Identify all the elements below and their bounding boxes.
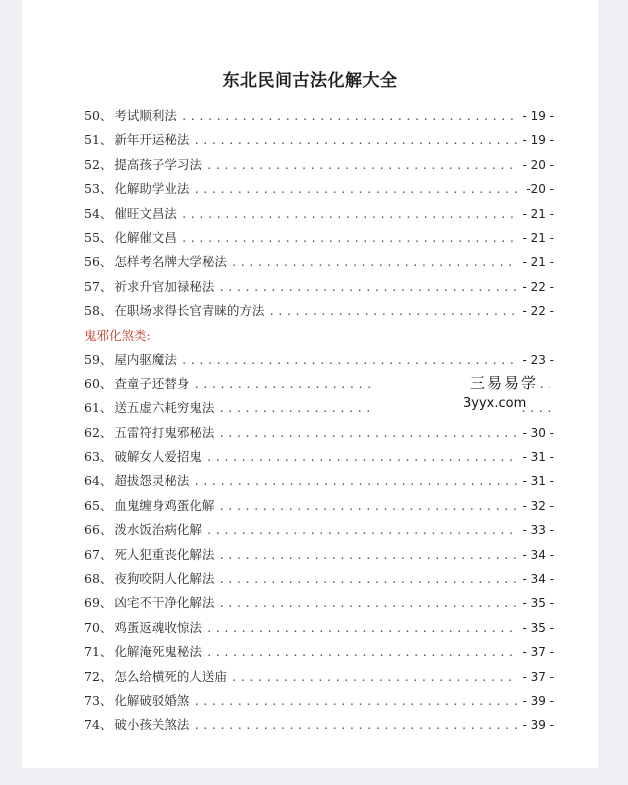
toc-entry-page: - 34 -: [522, 572, 554, 587]
toc-entry-page: - 23 -: [522, 352, 554, 367]
toc-entry-title: 血鬼缠身鸡蛋化解: [114, 497, 215, 513]
toc-entry-title: 怎样考名牌大学秘法: [114, 254, 227, 270]
toc-entry-page: - 22 -: [522, 304, 554, 319]
toc-entry: [84, 177, 554, 201]
toc-entry-number: 67、: [84, 546, 113, 562]
toc-dot-leader: [181, 203, 519, 227]
toc-entry-number: 55、: [84, 229, 113, 245]
toc-entry-number: 63、: [84, 449, 113, 465]
toc-entry-title: 化解催文昌: [114, 229, 177, 245]
toc-dot-leader: [231, 666, 519, 690]
toc-entry: [84, 665, 554, 689]
toc-entry-number: 74、: [84, 717, 113, 733]
toc-entry: [84, 421, 554, 445]
toc-dot-leader: [268, 300, 518, 324]
toc-entry-title: 化解破驳婚煞: [114, 692, 190, 708]
toc-entry-number: 51、: [84, 132, 113, 148]
toc-dot-leader: [206, 154, 519, 178]
toc-entry: [84, 713, 554, 737]
toc-entry-number: 72、: [84, 668, 113, 684]
toc-dot-leader: [181, 227, 519, 251]
toc-entry-number: 66、: [84, 522, 113, 538]
toc-entry: [84, 640, 554, 664]
toc-entry-page: - 21 -: [522, 255, 554, 270]
toc-dot-leader: [193, 690, 518, 714]
toc-entry-title: 化解助学业法: [114, 181, 190, 197]
toc-entry-title: 考试顺利法: [114, 108, 177, 123]
toc-entry-number: 70、: [84, 619, 113, 635]
toc-entry: [84, 226, 554, 250]
toc-entry-number: 56、: [84, 254, 113, 270]
toc-entry-page: - 35 -: [522, 620, 554, 635]
toc-entry-title: 怎么给横死的人送庙: [114, 668, 227, 684]
toc-entry-number: 58、: [84, 303, 113, 319]
toc-entry-number: 65、: [84, 497, 113, 513]
toc-entry-title: 凶宅不干净化解法: [114, 595, 215, 611]
toc-dot-leader: [218, 276, 518, 300]
table-of-contents: [84, 104, 554, 738]
toc-dot-leader: [193, 470, 518, 494]
toc-entry-page: - 19 -: [522, 109, 554, 123]
toc-entry: [84, 128, 554, 152]
toc-entry-number: 50、: [84, 108, 113, 123]
toc-entry-page: - 37 -: [522, 645, 554, 660]
toc-entry: [84, 104, 554, 128]
toc-entry-number: 73、: [84, 692, 113, 708]
toc-entry: [84, 469, 554, 493]
toc-entry-number: 64、: [84, 473, 113, 489]
toc-entry-number: 54、: [84, 205, 113, 221]
toc-dot-leader: [218, 495, 518, 519]
toc-entry-page: - 19 -: [522, 133, 554, 148]
toc-entry: [84, 202, 554, 226]
toc-entry: [84, 494, 554, 518]
watermark-name: 三易易学: [470, 374, 539, 392]
toc-entry-number: 53、: [84, 181, 113, 197]
toc-entry-page: - 22 -: [522, 279, 554, 294]
toc-dot-leader: [218, 568, 518, 592]
toc-entry-title: 催旺文昌法: [114, 205, 177, 221]
toc-dot-leader: [206, 446, 519, 470]
toc-dot-leader: [206, 617, 519, 641]
watermark-url: 3yyx.com: [463, 396, 527, 411]
toc-entry-page: - 21 -: [522, 230, 554, 245]
toc-entry-number: 68、: [84, 571, 113, 587]
section-heading: 鬼邪化煞类:: [84, 327, 151, 343]
toc-entry-title: 鸡蛋返魂收惊法: [114, 619, 202, 635]
toc-entry-title: 查童子还替身: [114, 375, 190, 391]
toc-entry: [84, 567, 554, 591]
toc-entry-page: - 37 -: [522, 669, 554, 684]
toc-entry-page: - 33 -: [522, 523, 554, 538]
toc-dot-leader: [193, 178, 522, 202]
toc-entry-title: 超拔怨灵秘法: [114, 473, 190, 489]
toc-entry: [84, 689, 554, 713]
toc-entry-title: 破解女人爱招鬼: [114, 449, 202, 465]
document-title: 东北民间古法化解大全: [222, 71, 398, 91]
toc-entry: [84, 348, 554, 372]
toc-entry-page: - 39 -: [522, 718, 554, 733]
toc-entry-page: - 34 -: [522, 547, 554, 562]
toc-entry-title: 新年开运秘法: [114, 132, 190, 148]
toc-entry-title: 破小孩关煞法: [114, 717, 190, 733]
toc-dot-leader: [181, 349, 519, 373]
toc-entry-title: 在职场求得长官青睐的方法: [114, 303, 265, 319]
toc-entry-number: 62、: [84, 424, 113, 440]
toc-group-general: [84, 104, 554, 324]
toc-entry-title: 化解淹死鬼秘法: [114, 644, 202, 660]
toc-entry-title: 屋内驱魔法: [114, 351, 177, 367]
toc-entry-title: 祈求升官加禄秘法: [114, 278, 215, 294]
toc-entry: [84, 591, 554, 615]
toc-entry-number: 60、: [84, 375, 113, 391]
toc-entry: [84, 518, 554, 542]
toc-entry: [84, 445, 554, 469]
toc-entry-number: 69、: [84, 595, 113, 611]
toc-dot-leader: [206, 641, 519, 665]
toc-entry-number: 59、: [84, 351, 113, 367]
toc-entry-page: -20 -: [526, 182, 554, 197]
toc-entry: [84, 250, 554, 274]
toc-entry: [84, 616, 554, 640]
toc-dot-leader: [218, 544, 518, 568]
toc-entry-page: - 31 -: [522, 474, 554, 489]
toc-dot-leader: [218, 592, 518, 616]
toc-entry-page: - 32 -: [522, 498, 554, 513]
toc-entry-number: 71、: [84, 644, 113, 660]
toc-dot-leader: [181, 105, 519, 129]
toc-entry-title: 送五虚六耗穷鬼法: [114, 400, 215, 416]
toc-dot-leader: [231, 251, 519, 275]
toc-entry-number: 52、: [84, 156, 113, 172]
toc-dot-leader: [206, 519, 519, 543]
toc-dot-leader: [218, 422, 518, 446]
toc-entry-page: - 35 -: [522, 596, 554, 611]
toc-entry: [84, 153, 554, 177]
toc-entry-page: - 30 -: [522, 425, 554, 440]
toc-entry: [84, 275, 554, 299]
toc-entry-page: - 31 -: [522, 450, 554, 465]
toc-entry-number: 57、: [84, 278, 113, 294]
toc-entry: [84, 299, 554, 323]
toc-dot-leader: [193, 714, 518, 738]
toc-entry-title: 五雷符打鬼邪秘法: [114, 424, 215, 440]
toc-entry: [84, 543, 554, 567]
toc-entry-title: 提高孩子学习法: [114, 156, 202, 172]
toc-entry-page: - 39 -: [522, 693, 554, 708]
toc-entry-title: 夜狗咬阴人化解法: [114, 571, 215, 587]
toc-dot-leader: [193, 129, 518, 153]
toc-entry-title: 死人犯重丧化解法: [114, 546, 215, 562]
toc-entry-number: 61、: [84, 400, 113, 416]
toc-entry-title: 泼水饭治病化解: [114, 522, 202, 538]
toc-entry-page: - 20 -: [522, 157, 554, 172]
toc-entry-page: - 21 -: [522, 206, 554, 221]
